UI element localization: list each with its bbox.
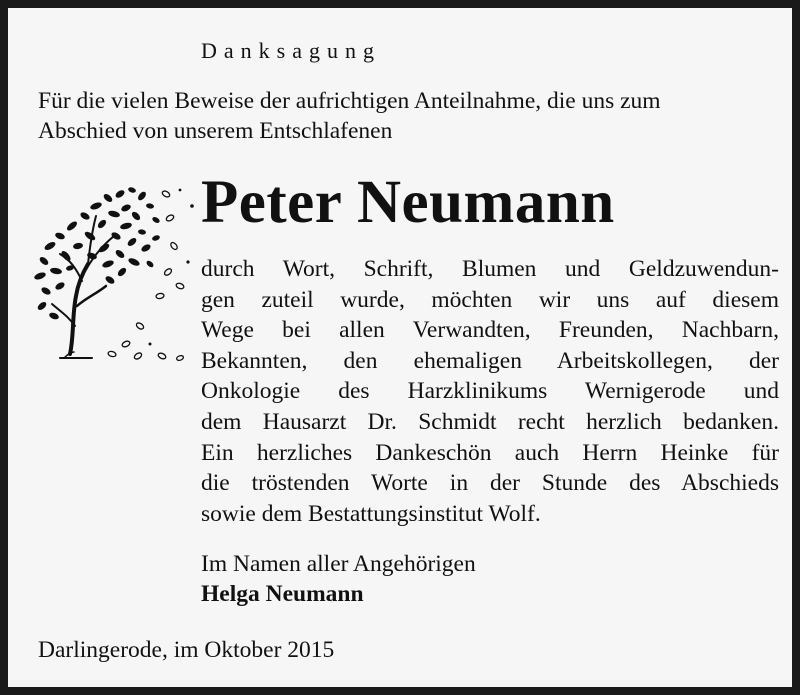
thanks-line: Wege bei allen Verwandten, Freunden, Nachbarn,	[201, 317, 779, 344]
thanks-line: Bekannten, den ehemaligen Arbeitskollegen, der	[201, 347, 779, 374]
place-date: Darlingerode, im Oktober 2015	[38, 637, 335, 663]
thanks-line: Onkologie des Harzklinikums Wernigerode und	[201, 378, 779, 405]
tree-with-falling-leaves-icon	[30, 176, 200, 371]
thanks-line: Ein herzliches Dankeschön auch Herrn Heinke für	[201, 439, 779, 466]
intro-line: Abschied von unserem Entschlafenen	[38, 118, 393, 144]
deceased-name: Peter Neumann	[201, 169, 615, 236]
thanks-text	[201, 254, 779, 529]
intro-line: Für die vielen Beweise der aufrichtigen Anteilnahme, die uns zum	[38, 88, 661, 114]
thanks-line: gen zuteil wurde, möchten wir uns auf diesem	[201, 286, 779, 313]
thanks-line: die tröstenden Worte in der Stunde des Abschieds	[201, 470, 779, 497]
closing-text: Im Namen aller Angehörigen	[201, 551, 476, 577]
thanks-line: durch Wort, Schrift, Blumen und Geldzuwendun-	[201, 256, 779, 282]
notice-title: Danksagung	[201, 38, 381, 63]
intro-text	[38, 86, 778, 146]
thanks-line: sowie dem Bestattungsinstitut Wolf.	[201, 500, 541, 527]
signature: Helga Neumann	[201, 581, 364, 607]
thanks-line: dem Hausarzt Dr. Schmidt recht herzlich bedanken.	[201, 408, 779, 435]
